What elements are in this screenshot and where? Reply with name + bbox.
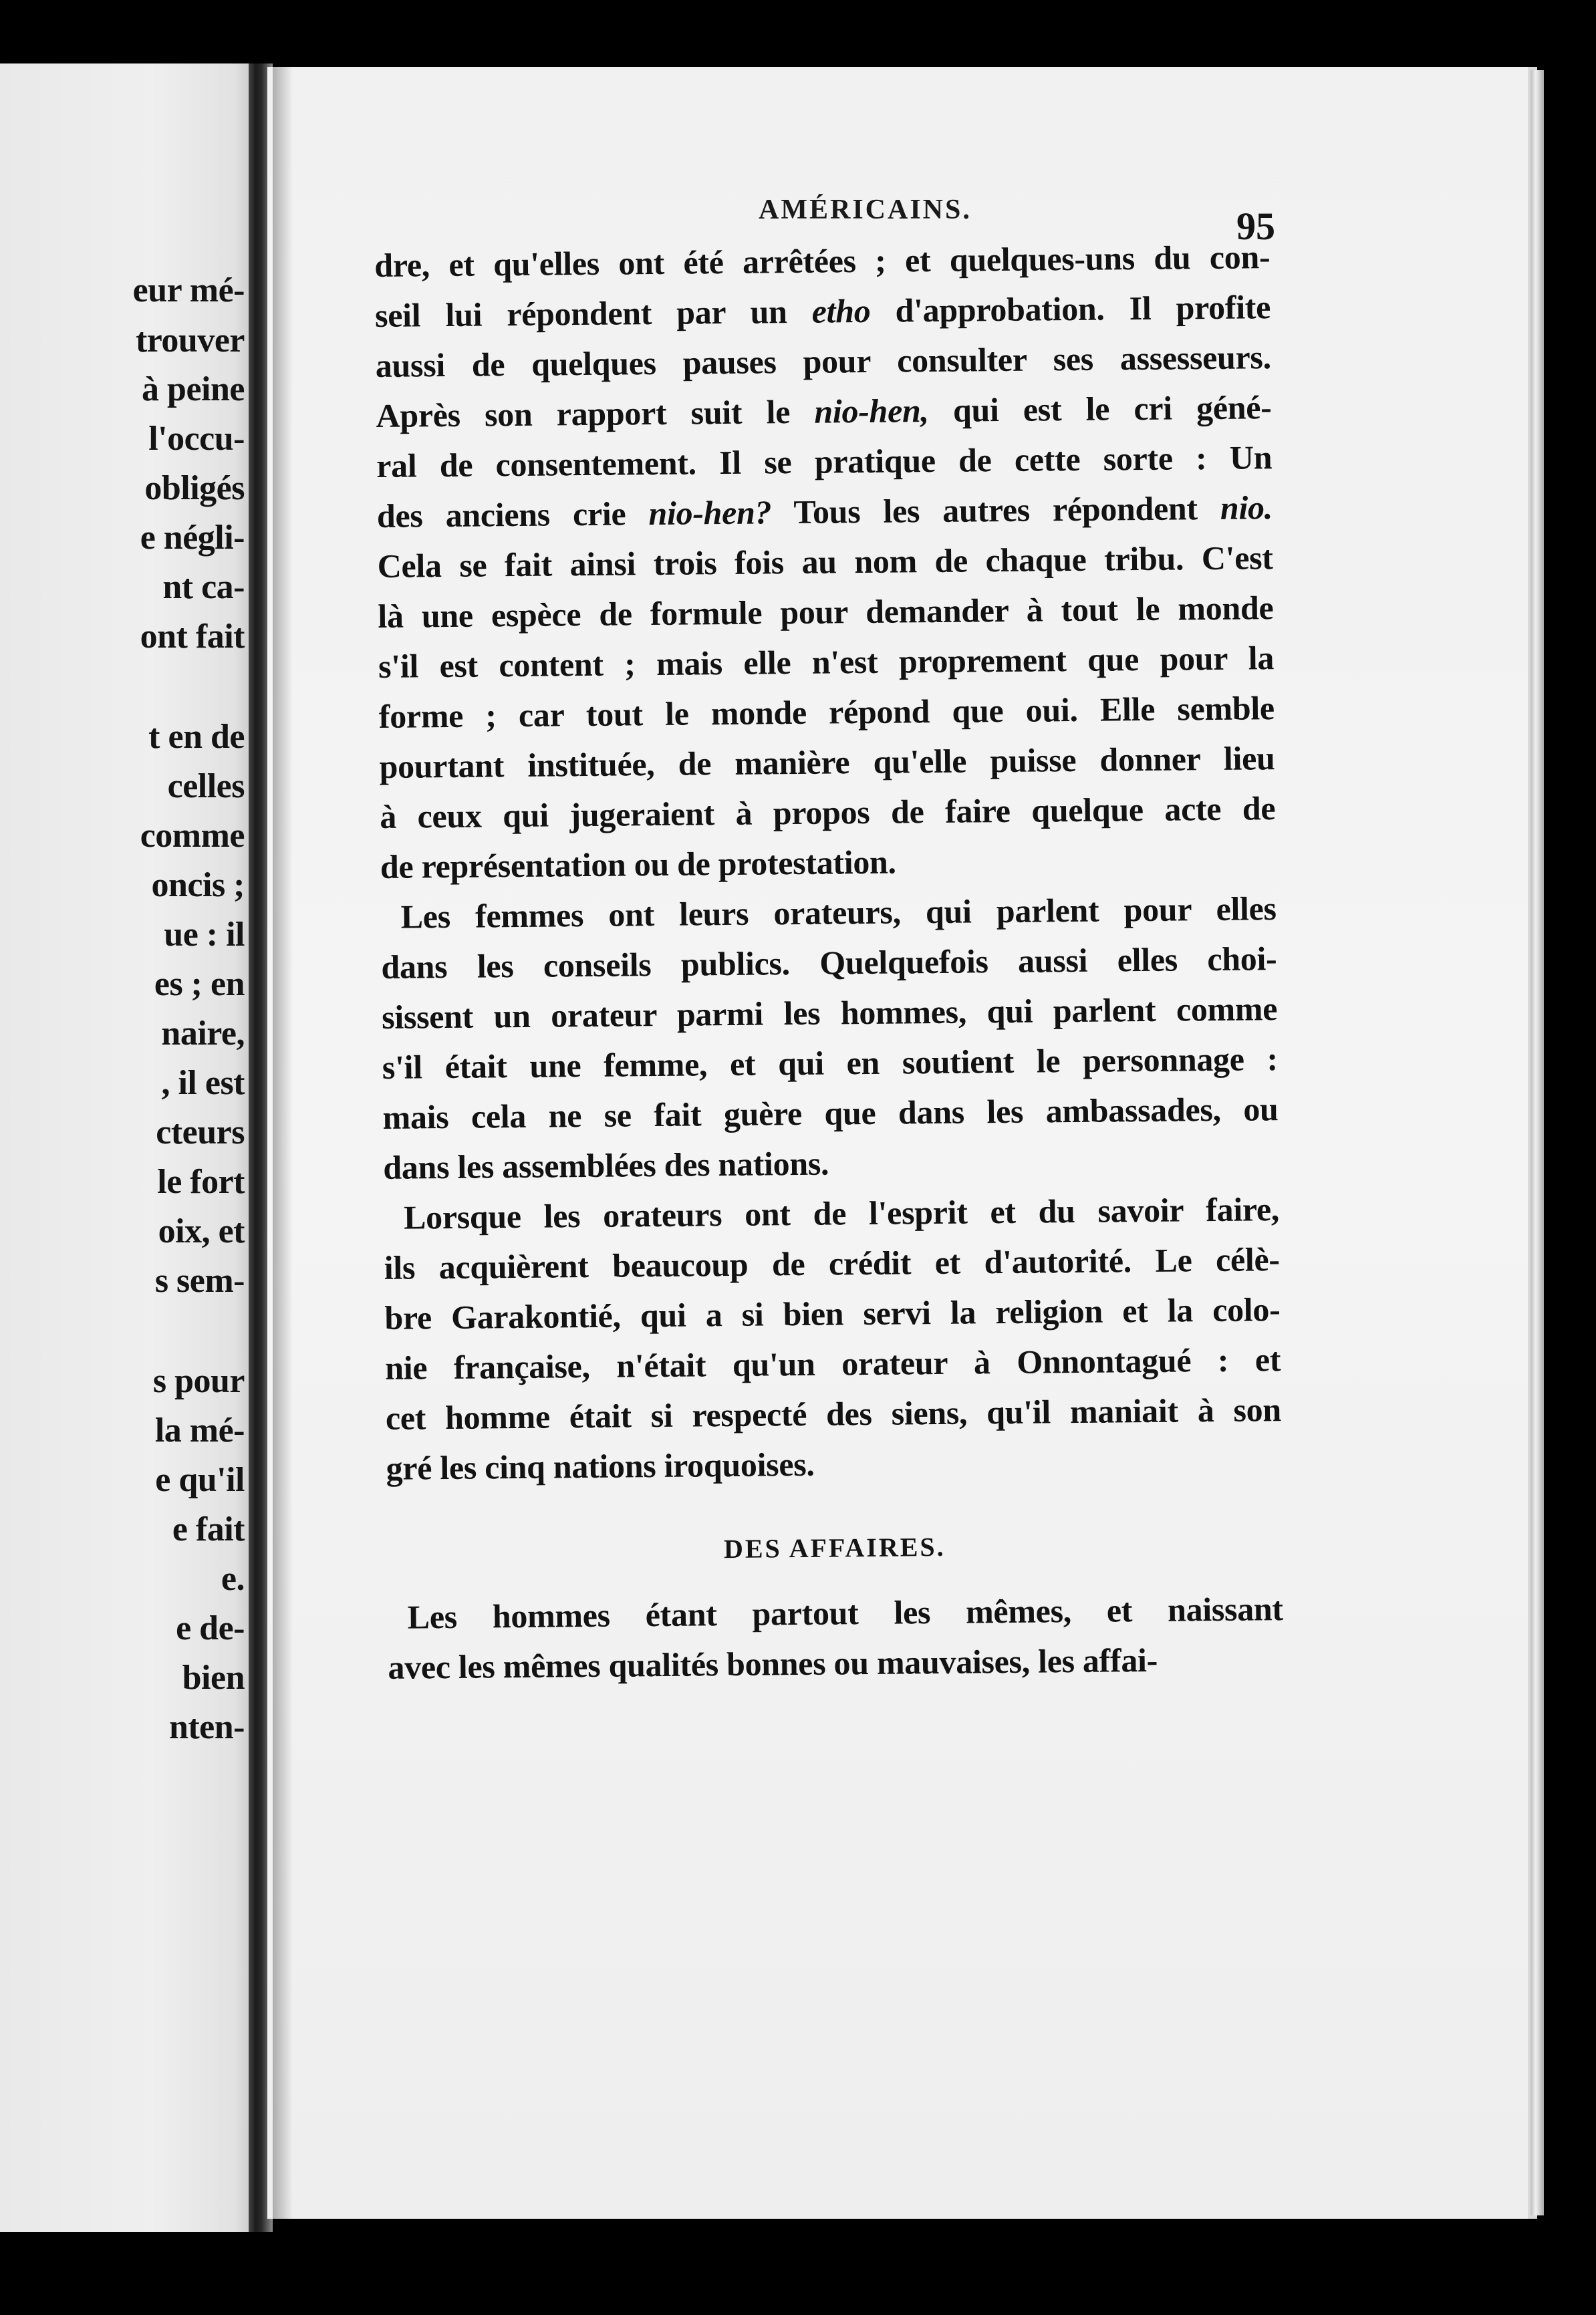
left-page-fragment: t en de <box>148 718 245 756</box>
text-line: à ceux qui jugeraient à propos de faire quelque acte de <box>380 789 1276 835</box>
left-page-fragment: , il est <box>161 1064 245 1102</box>
text-line: avec les mêmes qualités bonnes ou mauvaises, les affai- <box>388 1641 1158 1686</box>
left-page-fragment: obligés <box>144 469 245 507</box>
left-page-fragment: l'occu- <box>148 420 245 458</box>
text-line: de représentation ou de protestation. <box>380 843 896 886</box>
text-line: seil lui répondent par un etho d'approbation. Il profite <box>374 288 1271 334</box>
italic-term: nio-hen? <box>648 493 772 533</box>
text-line: forme ; car tout le monde répond que oui. Elle semble <box>378 689 1275 735</box>
section-title: DES AFFAIRES. <box>723 1531 946 1564</box>
gutter-shadow <box>273 63 293 2232</box>
italic-term: nio-hen, <box>814 392 929 430</box>
left-page-fragment: nten- <box>168 1708 245 1746</box>
running-head: AMÉRICAINS. <box>759 194 972 225</box>
left-page-fragment: eur mé- <box>132 271 245 309</box>
text-line: des anciens crie nio-hen? Tous les autres répondent nio. <box>376 489 1273 535</box>
text-line: ral de consentement. Il se pratique de cette sorte : Un <box>376 438 1273 485</box>
italic-term: nio. <box>1220 489 1273 527</box>
left-page-fragment: naire, <box>161 1014 245 1053</box>
left-page-fragment: celles <box>167 767 245 805</box>
text-line: sissent un orateur parmi les hommes, qui parlent comme <box>381 990 1278 1036</box>
left-page-fragment: le fort <box>157 1163 245 1201</box>
left-page-fragment: e qu'il <box>155 1461 245 1499</box>
left-page-fragment: la mé- <box>154 1411 245 1450</box>
text-line: Les femmes ont leurs orateurs, qui parlent pour elles <box>400 890 1277 936</box>
left-page-fragment: oncis ; <box>151 866 245 904</box>
left-page-fragment: à peine <box>142 370 245 408</box>
text-line: Les hommes étant partout les mêmes, et naissant <box>407 1590 1283 1636</box>
left-page-fragment: ont fait <box>140 618 245 656</box>
text-line: aussi de quelques pauses pour consulter ses assesseurs. <box>375 338 1272 384</box>
text-line: s'il est content ; mais elle n'est proprement que pour la <box>378 639 1275 685</box>
text-line: nie française, n'était qu'un orateur à Onnontagué : et <box>384 1341 1281 1387</box>
text-line: dans les conseils publics. Quelquefois aussi elles choi- <box>381 940 1277 986</box>
body-text <box>374 232 1284 1693</box>
left-page-fragment: oix, et <box>158 1212 245 1250</box>
text-line: bre Garakontié, qui a si bien servi la religion et la colo- <box>384 1290 1281 1337</box>
text-line: dans les assemblées des nations. <box>383 1144 829 1186</box>
text-line: mais cela ne se fait guère que dans les ambassades, ou <box>382 1090 1279 1136</box>
text-line: là une espèce de formule pour demander à tout le monde <box>378 589 1274 635</box>
left-page-fragment: cteurs <box>156 1113 245 1151</box>
left-facing-page <box>0 63 254 2232</box>
text-line: Lorsque les orateurs ont de l'esprit et du savoir faire, <box>403 1190 1280 1236</box>
text-line: Cela se fait ainsi trois fois au nom de chaque tribu. C'est <box>377 539 1273 585</box>
left-page-fragment: s sem- <box>154 1262 245 1300</box>
left-page-fragment: e de- <box>176 1609 245 1647</box>
text-line: dre, et qu'elles ont été arrêtées ; et quelques-uns du con- <box>374 238 1271 284</box>
text-line: pourtant instituée, de manière qu'elle puisse donner lieu <box>379 739 1275 785</box>
text-line: Après son rapport suit le nio-hen, qui est le cri géné- <box>376 388 1272 434</box>
left-page-fragment: comme <box>140 817 245 855</box>
text-line: cet homme était si respecté des siens, qu'il maniait à son <box>385 1391 1282 1437</box>
left-page-fragment: s pour <box>152 1362 245 1400</box>
left-page-fragment: bien <box>182 1659 245 1697</box>
left-page-fragment: e fait <box>172 1510 245 1548</box>
left-page-fragment: e. <box>221 1560 245 1598</box>
text-line: gré les cinq nations iroquoises. <box>386 1445 815 1487</box>
page-number: 95 <box>1236 205 1275 248</box>
left-page-fragment: trouver <box>135 321 245 360</box>
italic-term: etho <box>811 291 871 330</box>
left-page-fragment: e négli- <box>140 519 245 557</box>
text-line: ils acquièrent beaucoup de crédit et d'autorité. Le célè- <box>384 1240 1280 1286</box>
left-page-fragment: nt ca- <box>162 568 245 606</box>
page-edge <box>1531 70 1544 2215</box>
text-line: s'il était une femme, et qui en soutient le personnage : <box>382 1040 1279 1086</box>
left-page-fragment: es ; en <box>154 965 245 1003</box>
left-page-fragment: ue : il <box>164 916 245 954</box>
